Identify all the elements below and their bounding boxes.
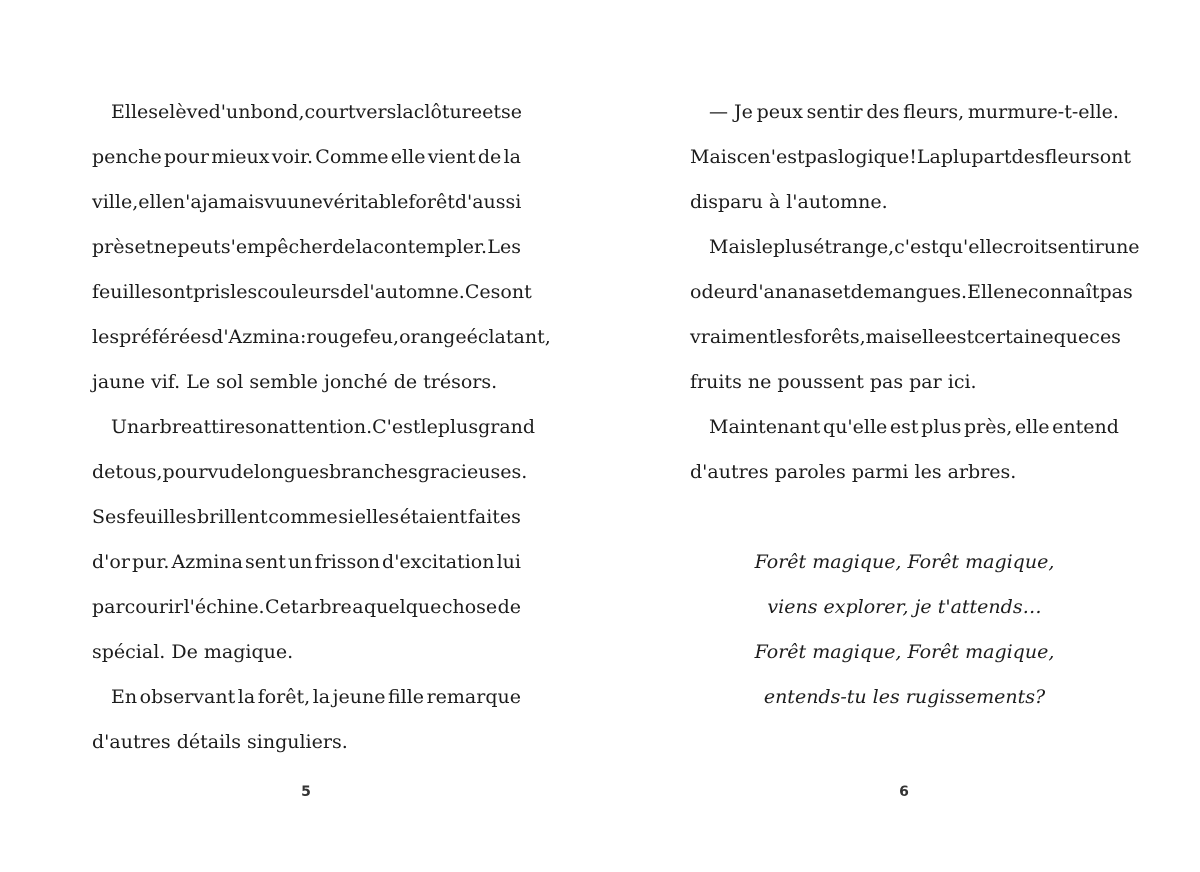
page-number-right: 6: [899, 784, 909, 800]
word: ville,: [92, 191, 139, 213]
word: orange: [399, 326, 467, 348]
word: se: [501, 101, 523, 123]
word: penche: [92, 146, 162, 168]
word: ces: [1089, 326, 1121, 348]
text-line: [690, 270, 1133, 315]
word: court: [304, 101, 356, 123]
word: une: [1103, 236, 1140, 258]
text-line: [92, 315, 551, 360]
word: plus: [921, 416, 962, 438]
word: forêt: [408, 191, 455, 213]
word: véritable: [322, 191, 409, 213]
word: près: [92, 236, 135, 258]
word: son: [245, 416, 279, 438]
word: frisson: [314, 551, 380, 573]
word: Comme: [315, 146, 389, 168]
verse-line: entends-tu les rugissements?: [763, 686, 1046, 708]
word: c'est: [894, 236, 939, 258]
right-page: [690, 90, 1140, 720]
word: chose: [441, 596, 498, 618]
word: fleurs,: [903, 101, 965, 123]
word: Ce: [464, 281, 491, 303]
word: elle: [138, 191, 173, 213]
word: parcourir: [92, 596, 184, 618]
word: lève: [169, 101, 209, 123]
word: étaient: [399, 506, 468, 528]
word: Elle: [111, 101, 149, 123]
text-line: [92, 675, 521, 720]
word: de: [497, 596, 521, 618]
word: si: [338, 506, 355, 528]
word: observant: [139, 686, 236, 708]
word: elles: [354, 506, 400, 528]
word: les: [92, 326, 120, 348]
word: ont: [161, 281, 194, 303]
word: des: [866, 101, 900, 123]
word: elle: [910, 326, 946, 348]
word: branches: [329, 461, 418, 483]
word: attire: [192, 416, 246, 438]
text-line: disparu à l'automne.: [690, 191, 888, 213]
word: Les: [487, 236, 521, 258]
word: entend: [1052, 416, 1119, 438]
text-line: [92, 270, 532, 315]
word: ont: [1099, 146, 1132, 168]
word: La: [916, 146, 941, 168]
word: est: [889, 416, 919, 438]
word: forêt,: [257, 686, 311, 708]
word: et: [831, 281, 851, 303]
word: vraiment: [690, 326, 777, 348]
word: tous,: [115, 461, 163, 483]
word: de: [477, 146, 502, 168]
word: a: [352, 596, 364, 618]
word: plupart: [940, 146, 1012, 168]
word: près,: [964, 416, 1013, 438]
text-line: d'autres paroles parmi les arbres.: [690, 461, 1017, 483]
text-line: [92, 225, 521, 270]
word: comme: [268, 506, 338, 528]
word: d'ananas: [746, 281, 832, 303]
word: Mais: [709, 236, 756, 258]
word: de: [332, 236, 356, 258]
word: préférées: [119, 326, 212, 348]
word: fleurs: [1044, 146, 1100, 168]
word: vers: [355, 101, 397, 123]
word: feu,: [362, 326, 400, 348]
word: arbre: [139, 416, 193, 438]
word: sent: [245, 551, 286, 573]
word: l'échine.: [183, 596, 265, 618]
word: d'un: [208, 101, 251, 123]
word: arbre: [298, 596, 352, 618]
word: la: [355, 236, 374, 258]
word: Ses: [92, 506, 127, 528]
word: ce: [736, 146, 759, 168]
word: Maintenant: [709, 416, 821, 438]
word: pas: [1099, 281, 1133, 303]
word: le: [420, 416, 438, 438]
text-line: [92, 180, 521, 225]
text-line: [92, 90, 521, 135]
word: sont: [490, 281, 532, 303]
word: pourvu: [162, 461, 231, 483]
word: plus: [437, 416, 479, 438]
word: murmure-t-elle.: [967, 101, 1119, 123]
word: que: [1053, 326, 1090, 348]
text-line: [92, 540, 521, 585]
text-line: [92, 450, 528, 495]
word: feuilles: [126, 506, 197, 528]
word: — Je: [709, 101, 753, 123]
verse-line: viens explorer, je t'attends…: [767, 596, 1042, 618]
word: mais: [865, 326, 911, 348]
word: mangues.: [874, 281, 968, 303]
word: la: [237, 686, 256, 708]
word: ne: [153, 236, 178, 258]
word: des: [1011, 146, 1045, 168]
word: voir.: [271, 146, 314, 168]
word: remarque: [426, 686, 521, 708]
word: jamais: [201, 191, 265, 213]
word: n'a: [172, 191, 202, 213]
text-line: spécial. De magique.: [92, 641, 294, 663]
word: une: [287, 191, 323, 213]
text-line: [92, 135, 521, 180]
word: les: [776, 326, 804, 348]
word: d'excitation: [382, 551, 495, 573]
word: jeune: [332, 686, 386, 708]
word: vu: [264, 191, 288, 213]
word: Azmina: [171, 551, 243, 573]
word: la: [312, 686, 331, 708]
word: s'empêcher: [220, 236, 332, 258]
word: Mais: [690, 146, 737, 168]
verse-line: Forêt magique, Forêt magique,: [754, 641, 1055, 663]
word: la: [396, 101, 414, 123]
word: étrange,: [813, 236, 895, 258]
word: certaine: [974, 326, 1054, 348]
text-line: [92, 495, 521, 540]
text-line: jaune vif. Le sol semble jonché de trésors.: [92, 371, 498, 393]
text-line: [690, 90, 1119, 135]
word: peux: [756, 101, 803, 123]
word: attention.: [278, 416, 373, 438]
word: d'aussi: [454, 191, 522, 213]
word: brillent: [197, 506, 268, 528]
word: les: [230, 281, 258, 303]
text-line: [92, 405, 536, 450]
word: Un: [111, 416, 140, 438]
word: n'est: [758, 146, 805, 168]
word: feuilles: [92, 281, 162, 303]
word: de: [92, 461, 116, 483]
word: rouge: [306, 326, 363, 348]
text-line: fruits ne poussent pas par ici.: [690, 371, 977, 393]
word: logique!: [837, 146, 917, 168]
word: sentir: [1047, 236, 1104, 258]
word: plus: [772, 236, 814, 258]
word: et: [134, 236, 154, 258]
text-line: [690, 405, 1119, 450]
word: C'est: [372, 416, 421, 438]
word: un: [288, 551, 313, 573]
page-number-left: 5: [301, 784, 311, 800]
word: la: [503, 146, 521, 168]
blank-line: [690, 495, 1119, 540]
word: grand: [478, 416, 536, 438]
word: :: [299, 326, 307, 348]
word: peut: [177, 236, 221, 258]
word: connaît: [1027, 281, 1100, 303]
word: qu'elle: [823, 416, 888, 438]
word: pur.: [132, 551, 170, 573]
word: d'Azmina: [211, 326, 300, 348]
word: sentir: [806, 101, 863, 123]
word: En: [111, 686, 138, 708]
word: l'automne.: [363, 281, 465, 303]
word: est: [945, 326, 975, 348]
word: lui: [496, 551, 521, 573]
word: pas: [804, 146, 838, 168]
word: odeur: [690, 281, 747, 303]
word: de: [339, 281, 364, 303]
word: pour: [164, 146, 209, 168]
word: forêts,: [803, 326, 866, 348]
word: Cet: [265, 596, 299, 618]
word: le: [755, 236, 773, 258]
text-line: d'autres détails singuliers.: [92, 731, 348, 753]
word: fille: [387, 686, 425, 708]
word: éclatant,: [466, 326, 551, 348]
word: vient: [427, 146, 476, 168]
word: ne: [1004, 281, 1028, 303]
text-line: [690, 225, 1140, 270]
word: longues: [253, 461, 330, 483]
word: contempler.: [373, 236, 488, 258]
text-line: [690, 315, 1119, 360]
word: qu'elle: [938, 236, 1003, 258]
word: gracieuses.: [417, 461, 528, 483]
word: faites: [467, 506, 521, 528]
word: couleurs: [257, 281, 340, 303]
text-line: [690, 135, 1132, 180]
word: mieux: [211, 146, 270, 168]
word: de: [850, 281, 875, 303]
word: se: [148, 101, 170, 123]
text-line: [92, 585, 521, 630]
word: pris: [193, 281, 231, 303]
verse-line: Forêt magique, Forêt magique,: [754, 551, 1055, 573]
word: Elle: [967, 281, 1005, 303]
left-page: [92, 90, 551, 765]
word: de: [230, 461, 254, 483]
word: croit: [1002, 236, 1048, 258]
word: clôture: [413, 101, 483, 123]
word: bond,: [250, 101, 305, 123]
word: et: [482, 101, 502, 123]
word: quelque: [364, 596, 442, 618]
word: elle: [390, 146, 426, 168]
word: d'or: [92, 551, 130, 573]
word: elle: [1014, 416, 1050, 438]
